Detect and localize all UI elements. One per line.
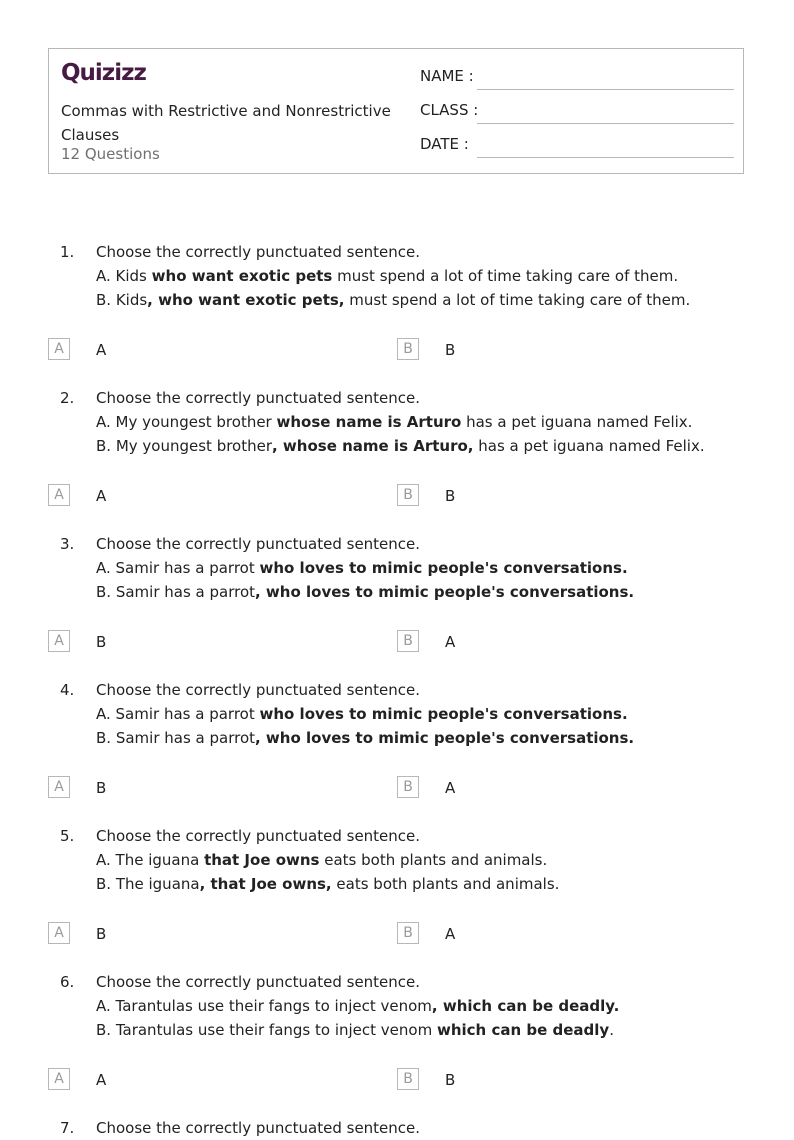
sentence-a: A. Samir has a parrot who loves to mimic people's conversations. [96, 705, 628, 723]
question-prompt: Choose the correctly punctuated sentence. [96, 681, 421, 699]
option-letter-box[interactable]: A [48, 338, 70, 360]
quizizz-logo [61, 57, 151, 87]
name-field[interactable] [420, 67, 734, 91]
class-field[interactable] [420, 101, 734, 125]
question-number: 4. [60, 681, 75, 699]
class-line[interactable] [477, 123, 734, 124]
option-text: A [96, 341, 107, 359]
sentence-a: A. Tarantulas use their fangs to inject venom, which can be deadly. [96, 997, 620, 1015]
option-text: A [445, 633, 456, 651]
name-line[interactable] [477, 89, 734, 90]
question-number: 5. [60, 827, 75, 845]
question-number: 2. [60, 389, 75, 407]
question-count: 12 Questions [61, 145, 160, 163]
option-letter-box[interactable]: B [397, 484, 419, 506]
option-letter-box[interactable]: A [48, 1068, 70, 1090]
option-letter-box[interactable]: A [48, 922, 70, 944]
sentence-b: B. Samir has a parrot, who loves to mimic people's conversations. [96, 583, 635, 601]
sentence-a: A. The iguana that Joe owns eats both plants and animals. [96, 851, 548, 869]
option-letter-box[interactable]: A [48, 630, 70, 652]
option-text: A [96, 1071, 107, 1089]
question-prompt: Choose the correctly punctuated sentence. [96, 827, 421, 845]
option-text: B [96, 633, 107, 651]
sentence-a: A. My youngest brother whose name is Arturo has a pet iguana named Felix. [96, 413, 693, 431]
date-label: DATE : [420, 135, 469, 153]
question-prompt: Choose the correctly punctuated sentence. [96, 973, 421, 991]
question-text [96, 824, 756, 896]
sentence-a: A. Samir has a parrot who loves to mimic people's conversations. [96, 559, 628, 577]
question-text [96, 678, 756, 750]
worksheet-header [48, 48, 744, 174]
option-letter-box[interactable]: A [48, 484, 70, 506]
option-letter-box[interactable]: B [397, 338, 419, 360]
option-letter-box[interactable]: B [397, 922, 419, 944]
question-text [96, 970, 756, 1042]
option-text: B [445, 341, 456, 359]
question-number: 1. [60, 243, 75, 261]
option-text: A [96, 487, 107, 505]
date-field[interactable] [420, 135, 734, 159]
option-letter-box[interactable]: B [397, 630, 419, 652]
sentence-a: A. Kids who want exotic pets must spend a lot of time taking care of them. [96, 267, 679, 285]
question-number: 6. [60, 973, 75, 991]
sentence-b: B. The iguana, that Joe owns, eats both plants and animals. [96, 875, 560, 893]
svg-text:Quizizz: Quizizz [61, 60, 146, 86]
option-text: B [96, 925, 107, 943]
option-text: B [445, 487, 456, 505]
sentence-b: B. Tarantulas use their fangs to inject venom which can be deadly. [96, 1021, 614, 1039]
option-text: A [445, 779, 456, 797]
option-letter-box[interactable]: B [397, 1068, 419, 1090]
question-prompt: Choose the correctly punctuated sentence. [96, 1119, 421, 1137]
option-text: B [445, 1071, 456, 1089]
sentence-b: B. Samir has a parrot, who loves to mimic people's conversations. [96, 729, 635, 747]
name-label: NAME : [420, 67, 474, 85]
question-number: 3. [60, 535, 75, 553]
sentence-b: B. Kids, who want exotic pets, must spend a lot of time taking care of them. [96, 291, 691, 309]
question-text [96, 386, 756, 458]
option-letter-box[interactable]: B [397, 776, 419, 798]
question-prompt: Choose the correctly punctuated sentence. [96, 243, 421, 261]
option-letter-box[interactable]: A [48, 776, 70, 798]
class-label: CLASS : [420, 101, 479, 119]
question-prompt: Choose the correctly punctuated sentence. [96, 535, 421, 553]
question-text [96, 240, 756, 312]
date-line[interactable] [477, 157, 734, 158]
sentence-b: B. My youngest brother, whose name is Arturo, has a pet iguana named Felix. [96, 437, 705, 455]
option-text: B [96, 779, 107, 797]
question-prompt: Choose the correctly punctuated sentence. [96, 389, 421, 407]
option-text: A [445, 925, 456, 943]
worksheet-title: Commas with Restrictive and Nonrestrictive Clauses [61, 102, 391, 144]
question-number: 7. [60, 1119, 75, 1137]
question-text [96, 532, 756, 604]
